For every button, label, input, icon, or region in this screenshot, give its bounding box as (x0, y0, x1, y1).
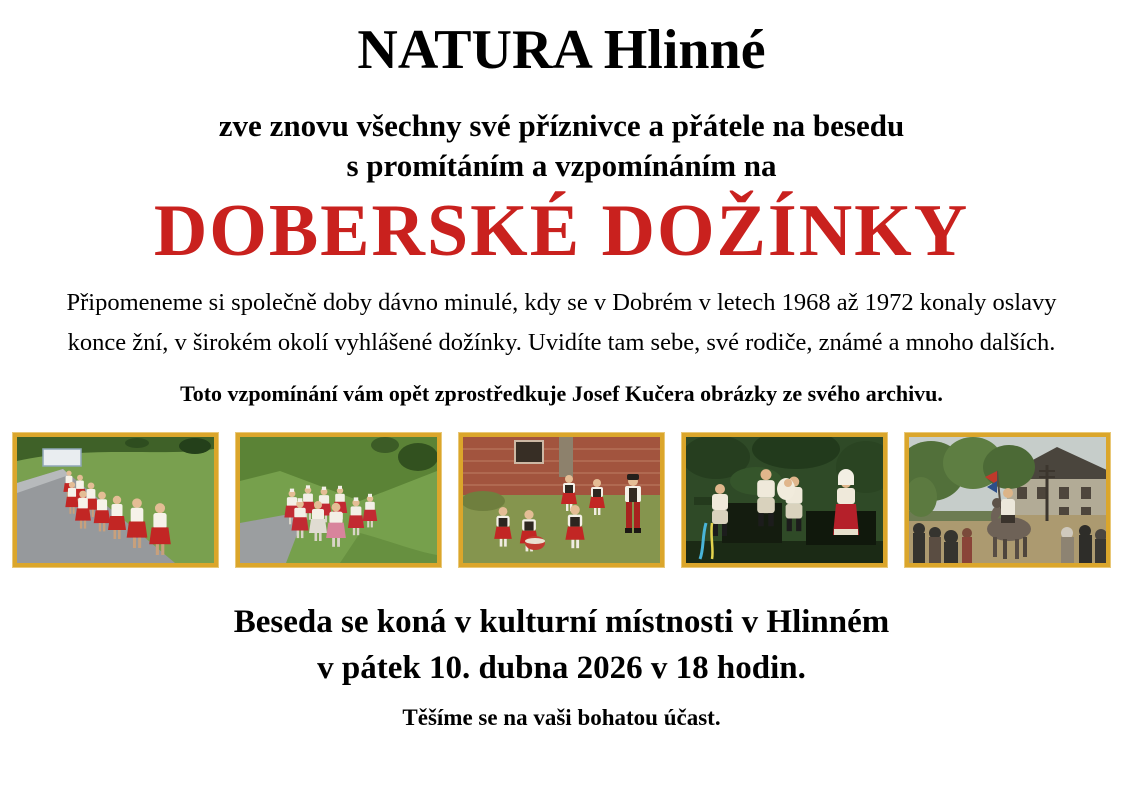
photo-folk-costume-group (236, 433, 441, 567)
intro-text (0, 106, 1123, 186)
crowd-right (1061, 525, 1106, 563)
photo-harvest-wagon-image (686, 437, 883, 563)
photo-row (0, 433, 1123, 567)
photo-horse-rider-flag-image (909, 437, 1106, 563)
photo-women-marching (13, 433, 218, 567)
photo-folk-costume-group-image (240, 437, 437, 563)
venue-text (0, 599, 1123, 691)
body-line-2: konce žní, v širokém okolí vyhlášené dožínky. Uvidíte tam sebe, své rodiče, známé a mnoho dalších. (67, 329, 1056, 357)
intro-line-1: zve znovu všechny své příznivce a přátele na besedu (218, 108, 905, 144)
poster-title: NATURA Hlinné (357, 19, 766, 81)
photo-children-folk-costumes (459, 433, 664, 567)
archive-note: Toto vzpomínání vám opět zprostředkuje Josef Kučera obrázky ze svého archivu. (180, 381, 943, 407)
photo-children-folk-costumes-image (463, 437, 660, 563)
photo-horse-rider-flag (905, 433, 1110, 567)
photo-harvest-wagon (682, 433, 887, 567)
photo-women-marching-image (17, 437, 214, 563)
closing-line: Těšíme se na vaši bohatou účast. (402, 705, 721, 731)
venue-line-2: v pátek 10. dubna 2026 v 18 hodin. (317, 650, 806, 687)
body-line-1: Připomeneme si společně doby dávno minulé, kdy se v Dobrém v letech 1968 až 1972 konaly oslavy (66, 289, 1057, 317)
event-headline: DOBERSKÉ DOŽÍNKY (153, 190, 970, 273)
body-paragraph (0, 283, 1123, 363)
intro-line-2: s promítáním a vzpomínáním na (346, 148, 777, 184)
venue-line-1: Beseda se koná v kulturní místnosti v Hlinném (233, 604, 890, 641)
